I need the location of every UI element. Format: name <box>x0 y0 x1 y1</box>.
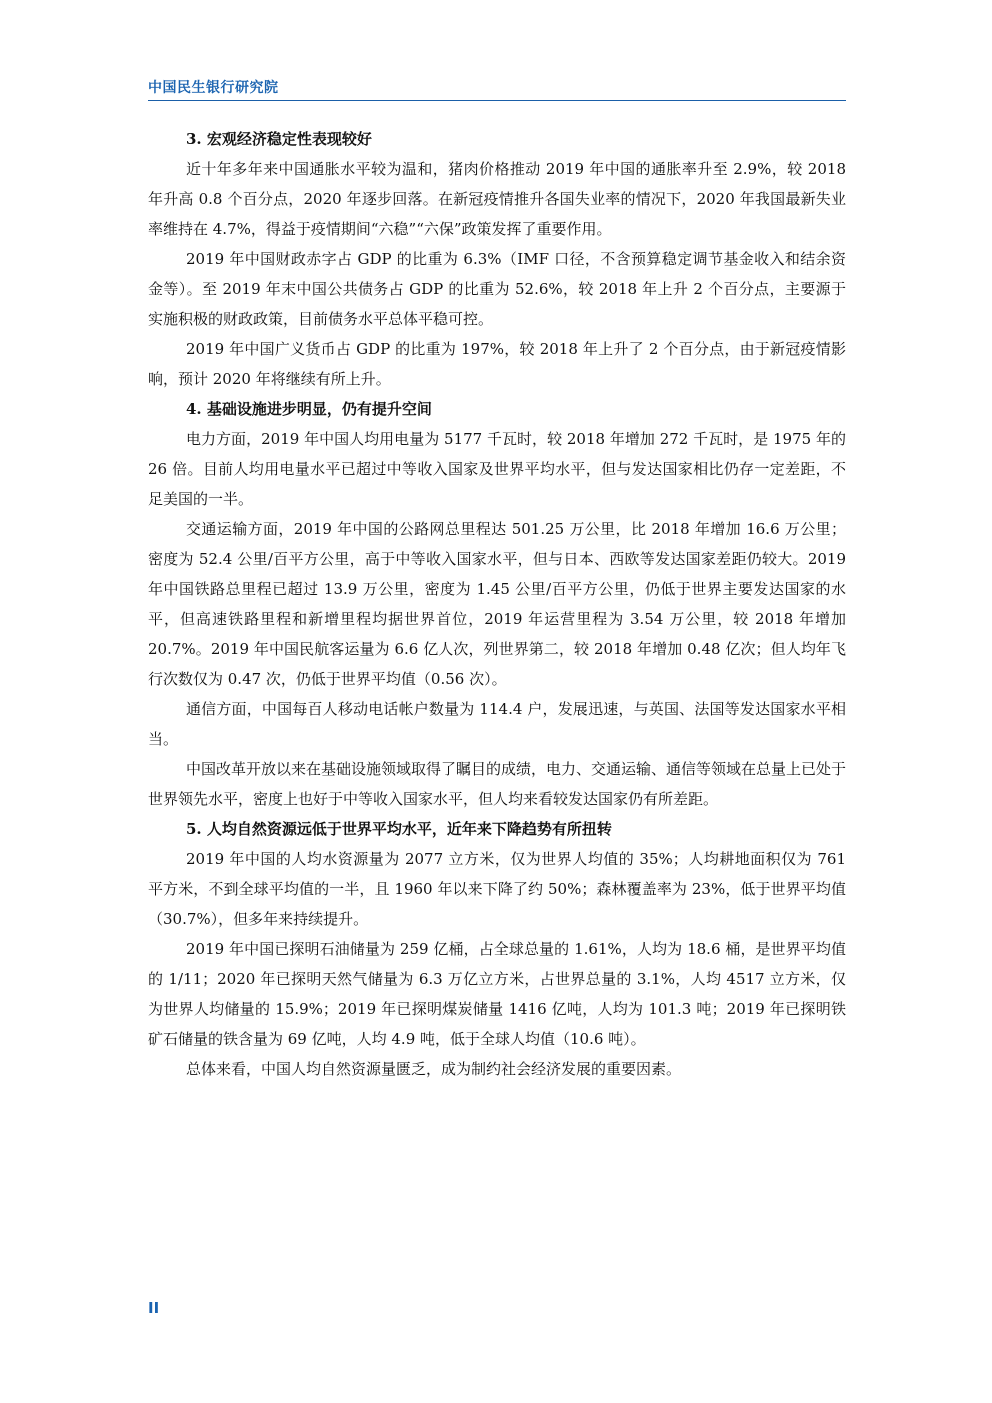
section-4-paragraph-1: 电力方面，2019 年中国人均用电量为 5177 千瓦时，较 2018 年增加 272 千瓦时，是 1975 年的 26 倍。目前人均用电量水平已超过中等收入国家及世界平均水平，但与发达国家相比仍存一定差距，不足美国的一半。 <box>148 430 846 508</box>
section-5-paragraph-1: 2019 年中国的人均水资源量为 2077 立方米，仅为世界人均值的 35%；人均耕地面积仅为 761 平方米，不到全球平均值的一半，且 1960 年以来下降了约 50%；森林覆盖率为 23%，低于世界平均值（30.7%），但多年来持续提升。 <box>148 850 846 928</box>
section-5-heading: 5. 人均自然资源远低于世界平均水平，近年来下降趋势有所扭转 <box>186 820 612 838</box>
page-number: II <box>148 1299 160 1317</box>
section-4-paragraph-3: 通信方面，中国每百人移动电话帐户数量为 114.4 户，发展迅速，与英国、法国等发达国家水平相当。 <box>148 700 846 748</box>
section-3-heading: 3. 宏观经济稳定性表现较好 <box>186 130 372 148</box>
section-3-paragraph-1: 近十年多年来中国通胀水平较为温和，猪肉价格推动 2019 年中国的通胀率升至 2.9%，较 2018 年升高 0.8 个百分点，2020 年逐步回落。在新冠疫情推升各国失业率的情况下，2020 年我国最新失业率维持在 4.7%，得益于疫情期间“六稳”“六保”政策发挥了重要作用。 <box>148 160 846 238</box>
section-4-paragraph-4: 中国改革开放以来在基础设施领域取得了瞩目的成绩，电力、交通运输、通信等领域在总量上已处于世界领先水平，密度上也好于中等收入国家水平，但人均来看较发达国家仍有所差距。 <box>148 760 847 808</box>
section-3-paragraph-3: 2019 年中国广义货币占 GDP 的比重为 197%，较 2018 年上升了 2 个百分点，由于新冠疫情影响，预计 2020 年将继续有所上升。 <box>148 340 846 388</box>
section-3-paragraph-2: 2019 年中国财政赤字占 GDP 的比重为 6.3%（IMF 口径，不含预算稳定调节基金收入和结余资金等）。至 2019 年末中国公共债务占 GDP 的比重为 52.6%，较 2018 年上升 2 个百分点，主要源于实施积极的财政政策，目前债务水平总体平稳可控。 <box>148 250 846 328</box>
header-title: 中国民生银行研究院 <box>148 80 279 96</box>
page-content <box>148 124 846 1084</box>
section-4-heading: 4. 基础设施进步明显，仍有提升空间 <box>186 400 432 418</box>
section-5-paragraph-3: 总体来看，中国人均自然资源量匮乏，成为制约社会经济发展的重要因素。 <box>186 1060 682 1078</box>
section-5-paragraph-2: 2019 年中国已探明石油储量为 259 亿桶，占全球总量的 1.61%，人均为 18.6 桶，是世界平均值的 1/11；2020 年已探明天然气储量为 6.3 万亿立方米，占世界总量的 3.1%，人均 4517 立方米，仅为世界人均储量的 15.9%；2019 年已探明煤炭储量 1416 亿吨，人均为 101.3 吨；2019 年已探明铁矿石储量的铁含量为 69 亿吨，人均 4.9 吨，低于全球人均值（10.6 吨）。 <box>148 940 846 1048</box>
page-header <box>148 74 846 101</box>
section-4-paragraph-2: 交通运输方面，2019 年中国的公路网总里程达 501.25 万公里，比 2018 年增加 16.6 万公里；密度为 52.4 公里/百平方公里，高于中等收入国家水平，但与日本、西欧等发达国家差距仍较大。2019 年中国铁路总里程已超过 13.9 万公里，密度为 1.45 公里/百平方公里，仍低于世界主要发达国家的水平，但高速铁路里程和新增里程均据世界首位，2019 年运营里程为 3.54 万公里，较 2018 年增加 20.7%。2019 年中国民航客运量为 6.6 亿人次，列世界第二，较 2018 年增加 0.48 亿次；但人均年飞行次数仅为 0.47 次，仍低于世界平均值（0.56 次）。 <box>148 520 846 688</box>
